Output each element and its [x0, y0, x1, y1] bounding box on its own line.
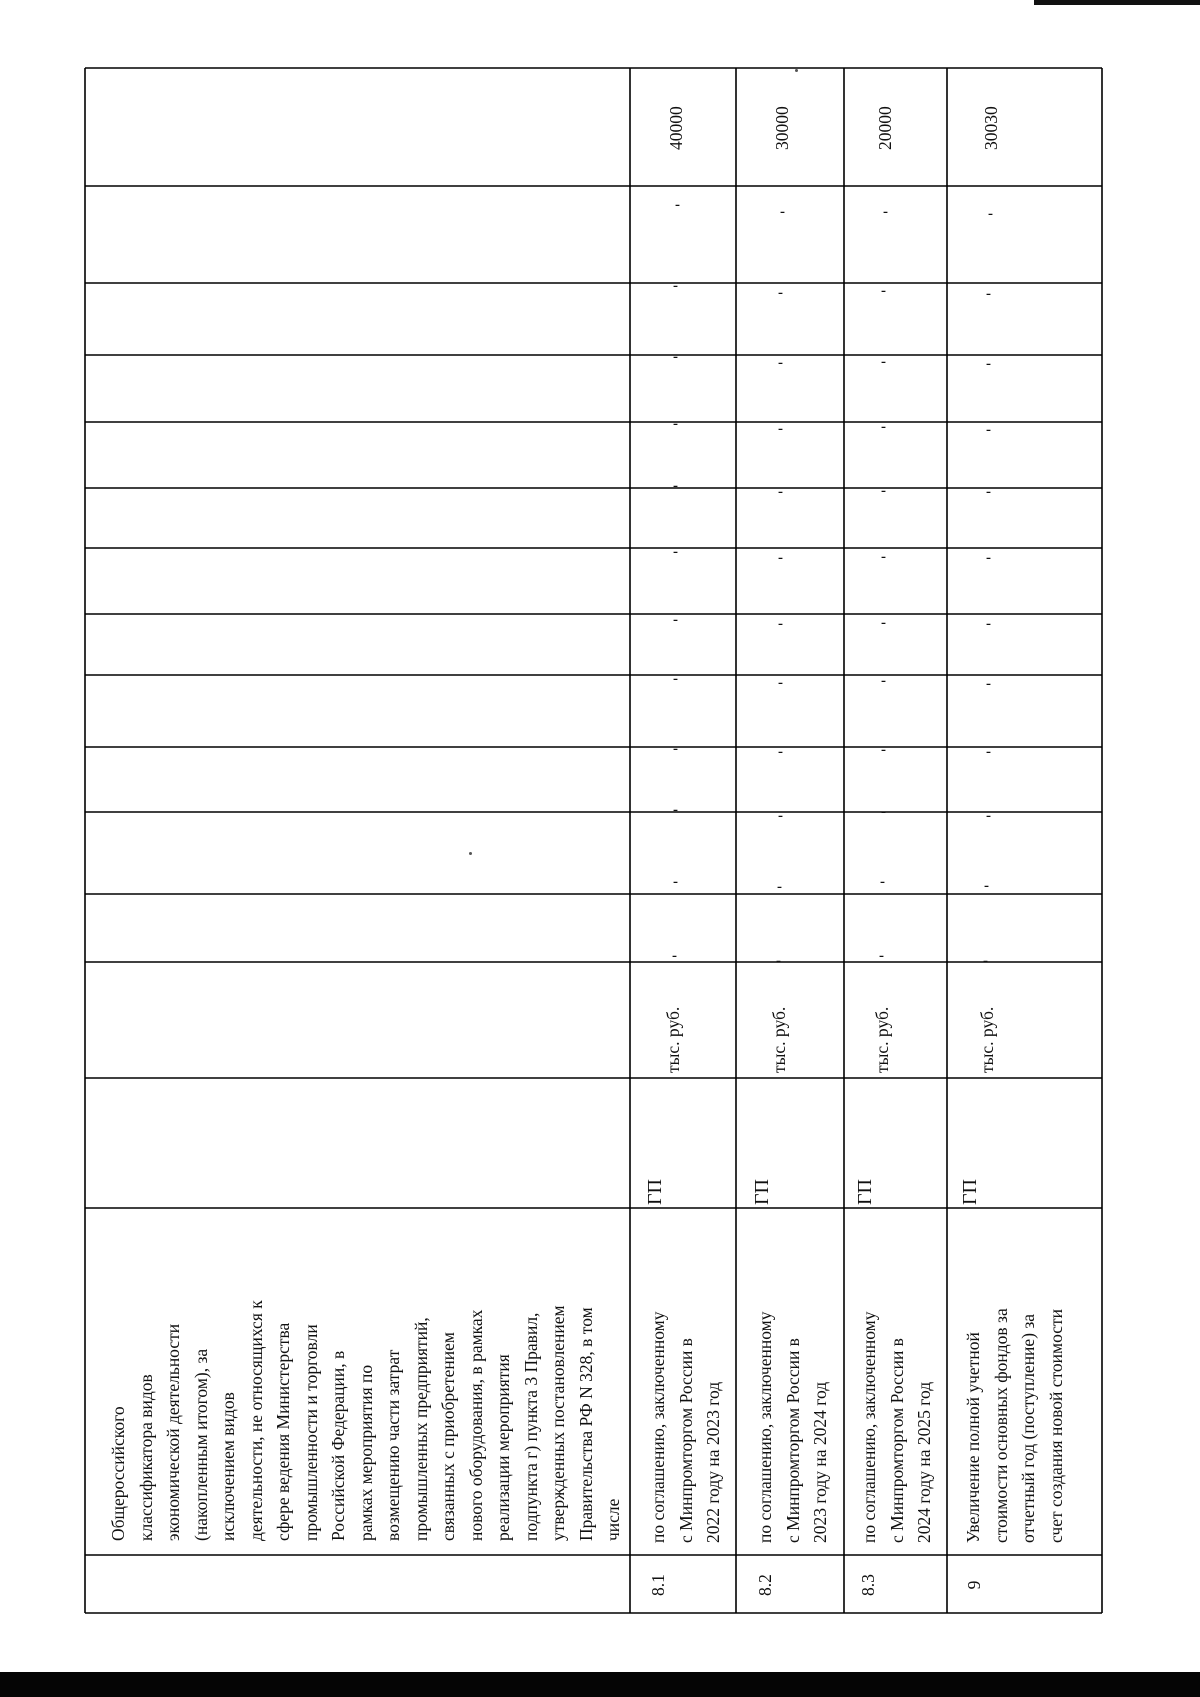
empty-cell-dash: -	[881, 673, 886, 689]
empty-cell-dash: -	[672, 948, 677, 964]
row-name: по соглашению, заключенному с Минпромторгом России в 2022 году на 2023 год	[648, 1311, 723, 1543]
empty-cell-dash: -	[778, 616, 783, 632]
row-type: ГП	[854, 1178, 876, 1205]
empty-cell-dash: -	[778, 675, 783, 691]
row-type: ГП	[644, 1178, 666, 1205]
empty-cell-dash: -	[986, 422, 991, 438]
row-unit: тыс. руб.	[769, 1006, 789, 1073]
row-value: 40000	[666, 106, 686, 150]
empty-cell-dash: -	[673, 612, 678, 628]
empty-cell-dash: -	[881, 742, 886, 758]
empty-cell-dash: -	[778, 484, 783, 500]
scan-edge-bottom	[0, 1672, 1200, 1697]
row-number: 9	[964, 1580, 984, 1590]
empty-cell-dash: -	[778, 744, 783, 760]
empty-cell-dash: -	[881, 615, 886, 631]
empty-cell-dash: -	[984, 878, 989, 894]
empty-cell-dash: -	[986, 356, 991, 372]
empty-cell-dash: -	[881, 804, 886, 820]
empty-cell-dash: -	[881, 283, 886, 299]
empty-cell-dash: -	[879, 948, 884, 964]
empty-cell-dash: -	[673, 741, 678, 757]
empty-cell-dash: -	[983, 953, 988, 969]
row-value: 30000	[772, 106, 792, 150]
empty-cell-dash: -	[673, 874, 678, 890]
row-number: 8.2	[755, 1574, 775, 1596]
empty-cell-dash: -	[881, 354, 886, 370]
empty-cell-dash: -	[675, 197, 680, 213]
empty-cell-dash: -	[777, 879, 782, 895]
empty-cell-dash: -	[881, 549, 886, 565]
empty-cell-dash: -	[673, 802, 678, 818]
empty-cell-dash: -	[883, 204, 888, 220]
row-unit: тыс. руб.	[872, 1006, 892, 1073]
row-name: по соглашению, заключенному с Минпромторгом России в 2023 году на 2024 год	[755, 1311, 830, 1543]
empty-cell-dash: -	[986, 550, 991, 566]
row-value: 30030	[981, 106, 1001, 150]
empty-cell-dash: -	[986, 744, 991, 760]
empty-cell-dash: -	[780, 204, 785, 220]
empty-cell-dash: -	[986, 676, 991, 692]
empty-cell-dash: -	[673, 478, 678, 494]
row-number: 8.3	[858, 1574, 878, 1596]
empty-cell-dash: -	[778, 550, 783, 566]
empty-cell-dash: -	[778, 808, 783, 824]
empty-cell-dash: -	[673, 416, 678, 432]
row-name: Увеличение полной учетной стоимости основных фондов за отчетный год (поступление) за счет создания новой стоимости	[963, 1308, 1066, 1543]
empty-cell-dash: -	[673, 278, 678, 294]
empty-cell-dash: -	[986, 484, 991, 500]
empty-cell-dash: -	[986, 616, 991, 632]
header-description: Общероссийского классификатора видов экономической деятельности (накопленным итогом), за исключением видов деятельности, не относящихся к сфере ведения Министерства промышленности и торговли Российской Федерации, в рамках мероприятия по возмещению части затрат промышленных предприятий, связанных с приобретением нового оборудования, в рамках реализации мероприятия подпункта г) пункта 3 Правил, утвержденных постановлением Правительства РФ N 328, в том числе	[108, 1300, 623, 1541]
empty-cell-dash: -	[776, 953, 781, 969]
row-unit: тыс. руб.	[663, 1006, 683, 1073]
row-unit: тыс. руб.	[977, 1006, 997, 1073]
empty-cell-dash: -	[673, 349, 678, 365]
empty-cell-dash: -	[986, 286, 991, 302]
row-type: ГП	[959, 1178, 981, 1205]
empty-cell-dash: -	[880, 874, 885, 890]
empty-cell-dash: -	[778, 285, 783, 301]
row-value: 20000	[875, 106, 895, 150]
empty-cell-dash: -	[988, 206, 993, 222]
row-number: 8.1	[648, 1574, 668, 1596]
empty-cell-dash: -	[986, 808, 991, 824]
empty-cell-dash: -	[778, 421, 783, 437]
empty-cell-dash: -	[673, 544, 678, 560]
row-name: по соглашению, заключенному с Минпромторгом России в 2024 году на 2025 год	[859, 1311, 934, 1543]
empty-cell-dash: -	[881, 419, 886, 435]
empty-cell-dash: -	[673, 671, 678, 687]
empty-cell-dash: -	[778, 355, 783, 371]
row-type: ГП	[751, 1178, 773, 1205]
empty-cell-dash: -	[881, 483, 886, 499]
